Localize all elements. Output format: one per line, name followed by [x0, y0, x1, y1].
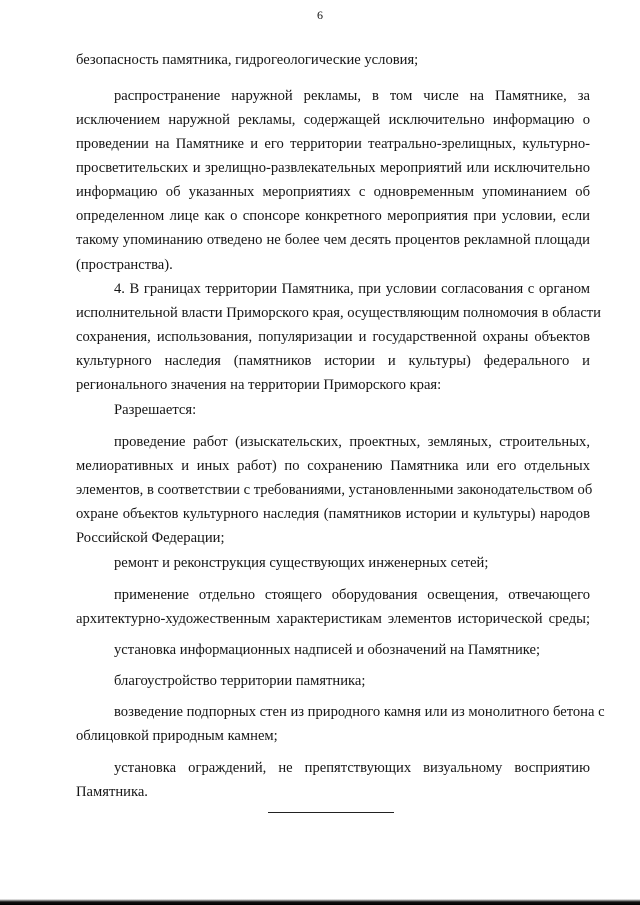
scan-edge-shadow [0, 895, 640, 905]
text-line: 4. В границах территории Памятника, при условии согласования с органом [114, 281, 590, 297]
text-line: установка информационных надписей и обозначений на Памятнике; [114, 642, 541, 658]
text-line: исключением наружной рекламы, содержащей исключительно информацию о [76, 112, 590, 128]
text-line: Российской Федерации; [76, 530, 225, 546]
text-line: проведении на Памятнике и его территории театрально-зрелищных, культурно- [76, 136, 590, 152]
text-line: культурного наследия (памятников истории и культуры) федерального и [76, 353, 590, 369]
text-line: Разрешается: [114, 402, 197, 418]
text-line: Памятника. [76, 784, 148, 800]
text-line: просветительских и зрелищно-развлекательных мероприятий или исключительно [76, 160, 590, 176]
text-line: регионального значения на территории Приморского края: [76, 377, 442, 393]
text-line: такому упоминанию отведено не более чем десять процентов рекламной площади [76, 232, 590, 248]
text-line: информацию об указанных мероприятиях с одновременным упоминанием об [76, 184, 590, 200]
text-line: определенном лице как о спонсоре конкретного мероприятия при условии, если [76, 208, 590, 224]
text-line: (пространства). [76, 257, 173, 273]
text-line: проведение работ (изыскательских, проектных, земляных, строительных, [114, 434, 590, 450]
text-line: исполнительной власти Приморского края, осуществляющим полномочия в области [76, 305, 601, 321]
text-line: распространение наружной рекламы, в том числе на Памятнике, за [114, 88, 590, 104]
text-line: ремонт и реконструкция существующих инженерных сетей; [114, 555, 489, 571]
text-line: сохранения, использования, популяризации и государственной охраны объектов [76, 329, 590, 345]
text-line: мелиоративных и иных работ) по сохранению Памятника или его отдельных [76, 458, 590, 474]
text-line: установка ограждений, не препятствующих визуальному восприятию [114, 760, 590, 776]
text-line: благоустройство территории памятника; [114, 673, 366, 689]
text-line: возведение подпорных стен из природного камня или из монолитного бетона с [114, 704, 605, 720]
page-number: 6 [317, 8, 323, 22]
text-line: безопасность памятника, гидрогеологические условия; [76, 52, 419, 68]
text-line: облицовкой природным камнем; [76, 728, 278, 744]
text-line: архитектурно-художественным характеристикам элементов исторической среды; [76, 611, 590, 627]
text-line: применение отдельно стоящего оборудования освещения, отвечающего [114, 587, 590, 603]
text-line: элементов, в соответствии с требованиями, установленными законодательством об [76, 482, 593, 498]
text-line: охране объектов культурного наследия (памятников истории и культуры) народов [76, 506, 590, 522]
end-divider [268, 812, 394, 813]
